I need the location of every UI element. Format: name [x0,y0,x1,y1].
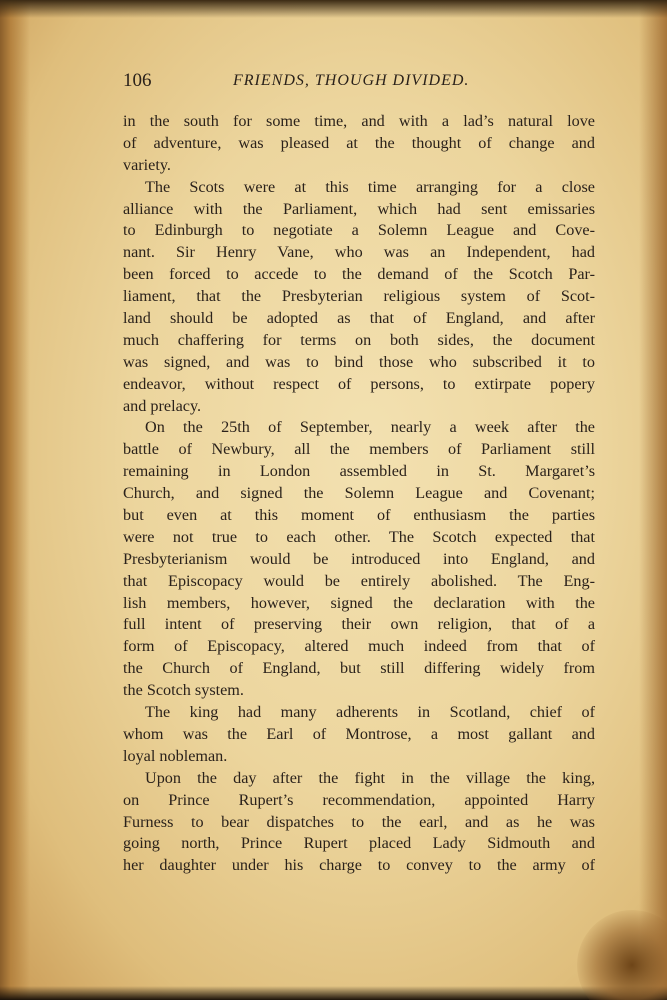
text-line: Presbyterianism would be introduced into England, and [123,549,595,568]
text-line: liament, that the Presbyterian religious system of Scot- [123,287,595,306]
text-line: The Scots were at this time arranging for a close [145,177,595,196]
text-line: was signed, and was to bind those who subscribed it to [123,352,595,371]
text-line: loyal nobleman. [123,746,228,765]
text-line: alliance with the Parliament, which had sent emissaries [123,199,595,218]
corner-stain [577,910,667,1000]
text-line: variety. [123,155,171,174]
text-line: Furness to bear dispatches to the earl, and as he was [123,812,595,831]
text-line: and prelacy. [123,396,202,415]
text-line: Church, and signed the Solemn League and Covenant; [123,484,595,503]
text-line: The king had many adherents in Scotland, chief of [145,703,595,722]
text-line: the Scotch system. [123,681,244,700]
text-line: her daughter under his charge to convey to the army of [123,856,595,875]
text-line: much chaffering for terms on both sides, the document [123,330,595,349]
text-line: but even at this moment of enthusiasm the parties [123,506,595,525]
text-line: form of Episcopacy, altered much indeed from that of [123,637,595,656]
text-line: land should be adopted as that of England, and after [123,309,595,328]
page-shadow-top [0,0,667,18]
text-line: that Episcopacy would be entirely abolished. The Eng- [123,571,595,590]
running-title: FRIENDS, THOUGH DIVIDED. [233,72,470,89]
text-line: on Prince Rupert’s recommendation, appointed Harry [123,790,595,809]
text-line: to Edinburgh to negotiate a Solemn League and Cove- [123,221,595,240]
text-line: remaining in London assembled in St. Margaret’s [123,462,595,481]
page-shadow-left [0,0,30,1000]
text-line: were not true to each other. The Scotch expected that [123,527,595,546]
text-line: endeavor, without respect of persons, to extirpate popery [123,374,595,393]
page-shadow-right [639,0,667,1000]
text-line: lish members, however, signed the declaration with the [123,593,595,612]
body-text [123,111,595,877]
text-line: battle of Newbury, all the members of Parliament still [123,440,595,459]
page-shadow-bottom [0,986,667,1000]
text-line: Upon the day after the fight in the village the king, [145,768,595,787]
text-line: of adventure, was pleased at the thought of change and [123,133,595,152]
text-line: the Church of England, but still differing widely from [123,659,595,678]
page-header [123,70,598,98]
text-line: On the 25th of September, nearly a week after the [145,418,595,437]
text-line: full intent of preserving their own religion, that of a [123,615,595,634]
text-line: been forced to accede to the demand of the Scotch Par- [123,265,595,284]
text-line: in the south for some time, and with a lad’s natural love [123,112,595,130]
text-line: nant. Sir Henry Vane, who was an Independent, had [123,243,595,262]
text-line: whom was the Earl of Montrose, a most gallant and [123,724,595,743]
page-number: 106 [123,70,152,91]
text-line: going north, Prince Rupert placed Lady Sidmouth and [123,834,595,853]
